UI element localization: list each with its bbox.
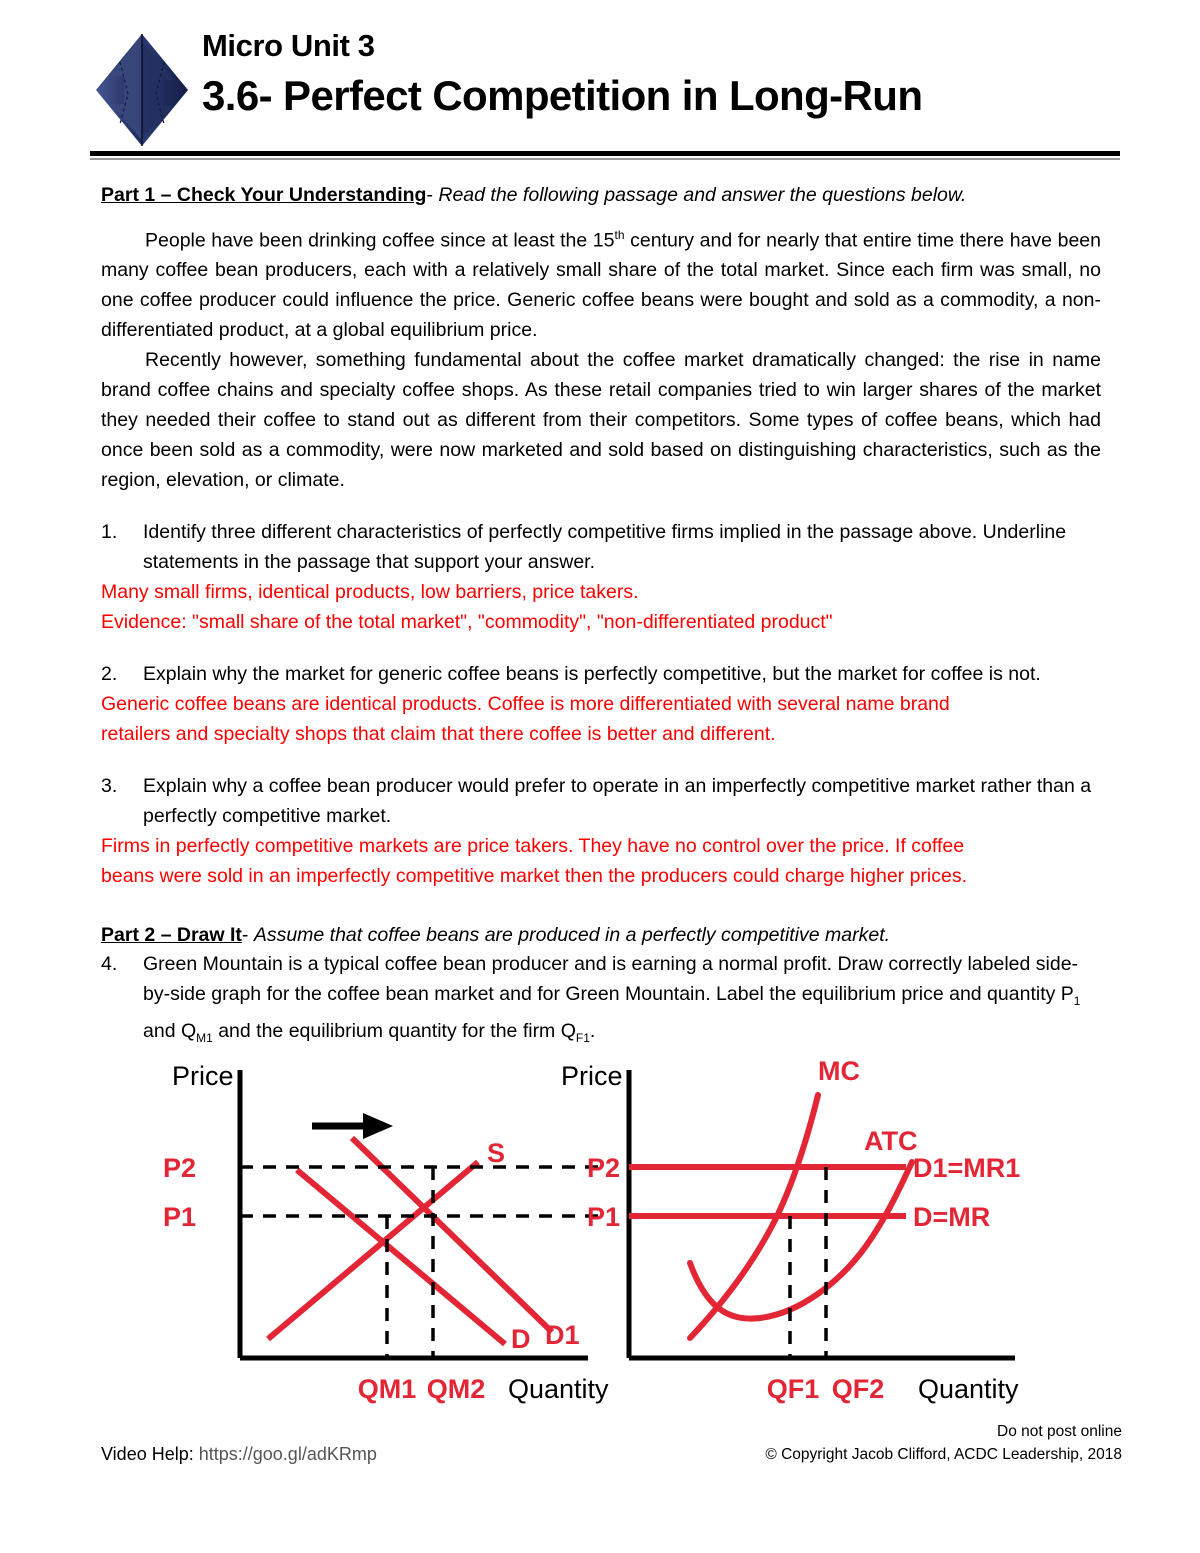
question-4-number: 4.	[101, 953, 118, 975]
copyright-text: © Copyright Jacob Clifford, ACDC Leadership, 2018	[765, 1446, 1122, 1463]
answer-3-line-1: Firms in perfectly competitive markets are price takers. They have no control over the price. If coffee	[101, 835, 965, 857]
question-1	[101, 517, 1101, 577]
market-supply-curve	[268, 1162, 478, 1339]
passage-p1-part-b: century and for nearly that entire time there have been many coffee bean producers, each with a relatively small share of the total market. Since each firm was small, no one coffee producer could influence the price. Generic coffee beans were bought and sold as a commodity, a non-differentiated product, at a global equilibrium price.	[101, 229, 1101, 341]
part2-dash: -	[241, 924, 249, 946]
q4-part-b: and Q	[143, 1019, 197, 1042]
question-4-text	[143, 949, 1101, 1053]
header-titles	[202, 26, 1122, 122]
firm-price-label-p2: P2	[586, 1153, 620, 1183]
question-3-text: Explain why a coffee bean producer would prefer to operate in an imperfectly competitive market rather than a perfectly competitive market.	[143, 775, 1092, 827]
part1-instruction: Read the following passage and answer the questions below.	[438, 184, 967, 206]
firm-quantity-label-qf1: QF1	[766, 1374, 820, 1404]
answer-3-line-2: beans were sold in an imperfectly competitive market then the producers could charge higher prices.	[101, 865, 968, 887]
market-graph	[163, 1061, 609, 1420]
question-3	[101, 771, 1101, 831]
market-quantity-label-qm2: QM2	[426, 1374, 486, 1404]
market-price-label-p1: P1	[162, 1202, 196, 1232]
answer-1-line-1: Many small firms, identical products, low barriers, price takers.	[101, 581, 639, 603]
side-by-side-graphs	[0, 1050, 1200, 1420]
answer-2-line-2: retailers and specialty shops that claim that there coffee is better and different.	[101, 723, 776, 745]
do-not-post-notice: Do not post online	[997, 1423, 1122, 1440]
q4-part-a: Green Mountain is a typical coffee bean producer and is earning a normal profit. Draw correctly labeled side-by-side graph for the coffee bean market and for Green Mountain. Label the equilibrium price and quantity P	[143, 953, 1079, 1005]
part1-dash: -	[426, 184, 433, 206]
passage-paragraph-1	[101, 220, 1101, 346]
question-1-number: 1.	[101, 521, 118, 543]
q4-sub-1: 1	[1073, 993, 1081, 1008]
answer-1-line-2: Evidence: "small share of the total market", "commodity", "non-differentiated product"	[101, 611, 833, 633]
question-2-text: Explain why the market for generic coffee beans is perfectly competitive, but the market for coffee is not.	[143, 663, 1041, 685]
firm-demand-mr-label: D=MR	[913, 1202, 991, 1232]
market-quantity-label-qm1: QM1	[357, 1374, 417, 1404]
question-2	[101, 659, 1101, 689]
header-divider-thick	[90, 150, 1120, 156]
unit-label: Micro Unit 3	[202, 28, 375, 63]
part1-label: Part 1 – Check Your Understanding	[101, 184, 427, 206]
passage-p1-superscript: th	[614, 227, 625, 242]
part2-instruction: Assume that coffee beans are produced in a perfectly competitive market.	[253, 924, 891, 946]
part2-heading	[101, 921, 1101, 949]
firm-x-axis-label: Quantity	[918, 1374, 1019, 1404]
video-help-link[interactable]: https://goo.gl/adKRmp	[198, 1444, 377, 1464]
market-demand-shifted-label: D1	[545, 1320, 580, 1350]
firm-mc-label: MC	[818, 1056, 860, 1086]
firm-price-label-p1: P1	[586, 1202, 620, 1232]
market-demand-label: D	[511, 1324, 531, 1354]
worksheet-content	[101, 186, 1101, 1053]
market-supply-label: S	[487, 1138, 506, 1168]
page-title: 3.6- Perfect Competition in Long-Run	[202, 72, 923, 119]
firm-y-axis-label: Price	[561, 1061, 623, 1091]
answer-2-line-1: Generic coffee beans are identical products. Coffee is more differentiated with several name brand	[101, 693, 950, 715]
video-help-label: Video Help:	[101, 1444, 194, 1464]
header-divider-thin	[90, 158, 1120, 160]
firm-graph	[561, 1056, 1020, 1404]
part2-label: Part 2 – Draw It	[101, 924, 242, 946]
q4-sub-2: M1	[196, 1030, 213, 1045]
part1-heading	[101, 186, 1101, 206]
firm-demand1-mr1-label: D1=MR1	[913, 1153, 1021, 1183]
question-1-text: Identify three different characteristics of perfectly competitive firms implied in the passage above. Underline statements in the passage that support your answer.	[143, 521, 1067, 573]
acdc-pyramid-logo-icon	[90, 32, 194, 150]
page-header	[90, 26, 1120, 146]
footer-copyright-block	[765, 1420, 1122, 1466]
market-x-axis-label: Quantity	[508, 1374, 609, 1404]
q4-sub-3: F1	[575, 1030, 590, 1045]
market-price-label-p2: P2	[162, 1153, 196, 1183]
question-3-number: 3.	[101, 775, 118, 797]
footer-video-help	[101, 1444, 377, 1465]
firm-atc-label: ATC	[864, 1126, 918, 1156]
passage-p1-part-a: People have been drinking coffee since at least the 15	[145, 229, 615, 251]
q4-part-c: and the equilibrium quantity for the firm Q	[212, 1019, 576, 1042]
question-4	[101, 949, 1101, 1053]
question-2-number: 2.	[101, 663, 118, 685]
firm-quantity-label-qf2: QF2	[831, 1374, 885, 1404]
passage-paragraph-2: Recently however, something fundamental about the coffee market dramatically changed: the rise in name brand coffee chains and specialty coffee shops. As these retail companies tried to win larger shares of the market they needed their coffee to stand out as different from their competitors. Some types of coffee beans, which had once been sold as a commodity, were now marketed and sold based on distinguishing characteristics, such as the region, elevation, or climate.	[101, 349, 1101, 491]
q4-part-d: .	[589, 1019, 596, 1042]
market-y-axis-label: Price	[172, 1061, 234, 1091]
